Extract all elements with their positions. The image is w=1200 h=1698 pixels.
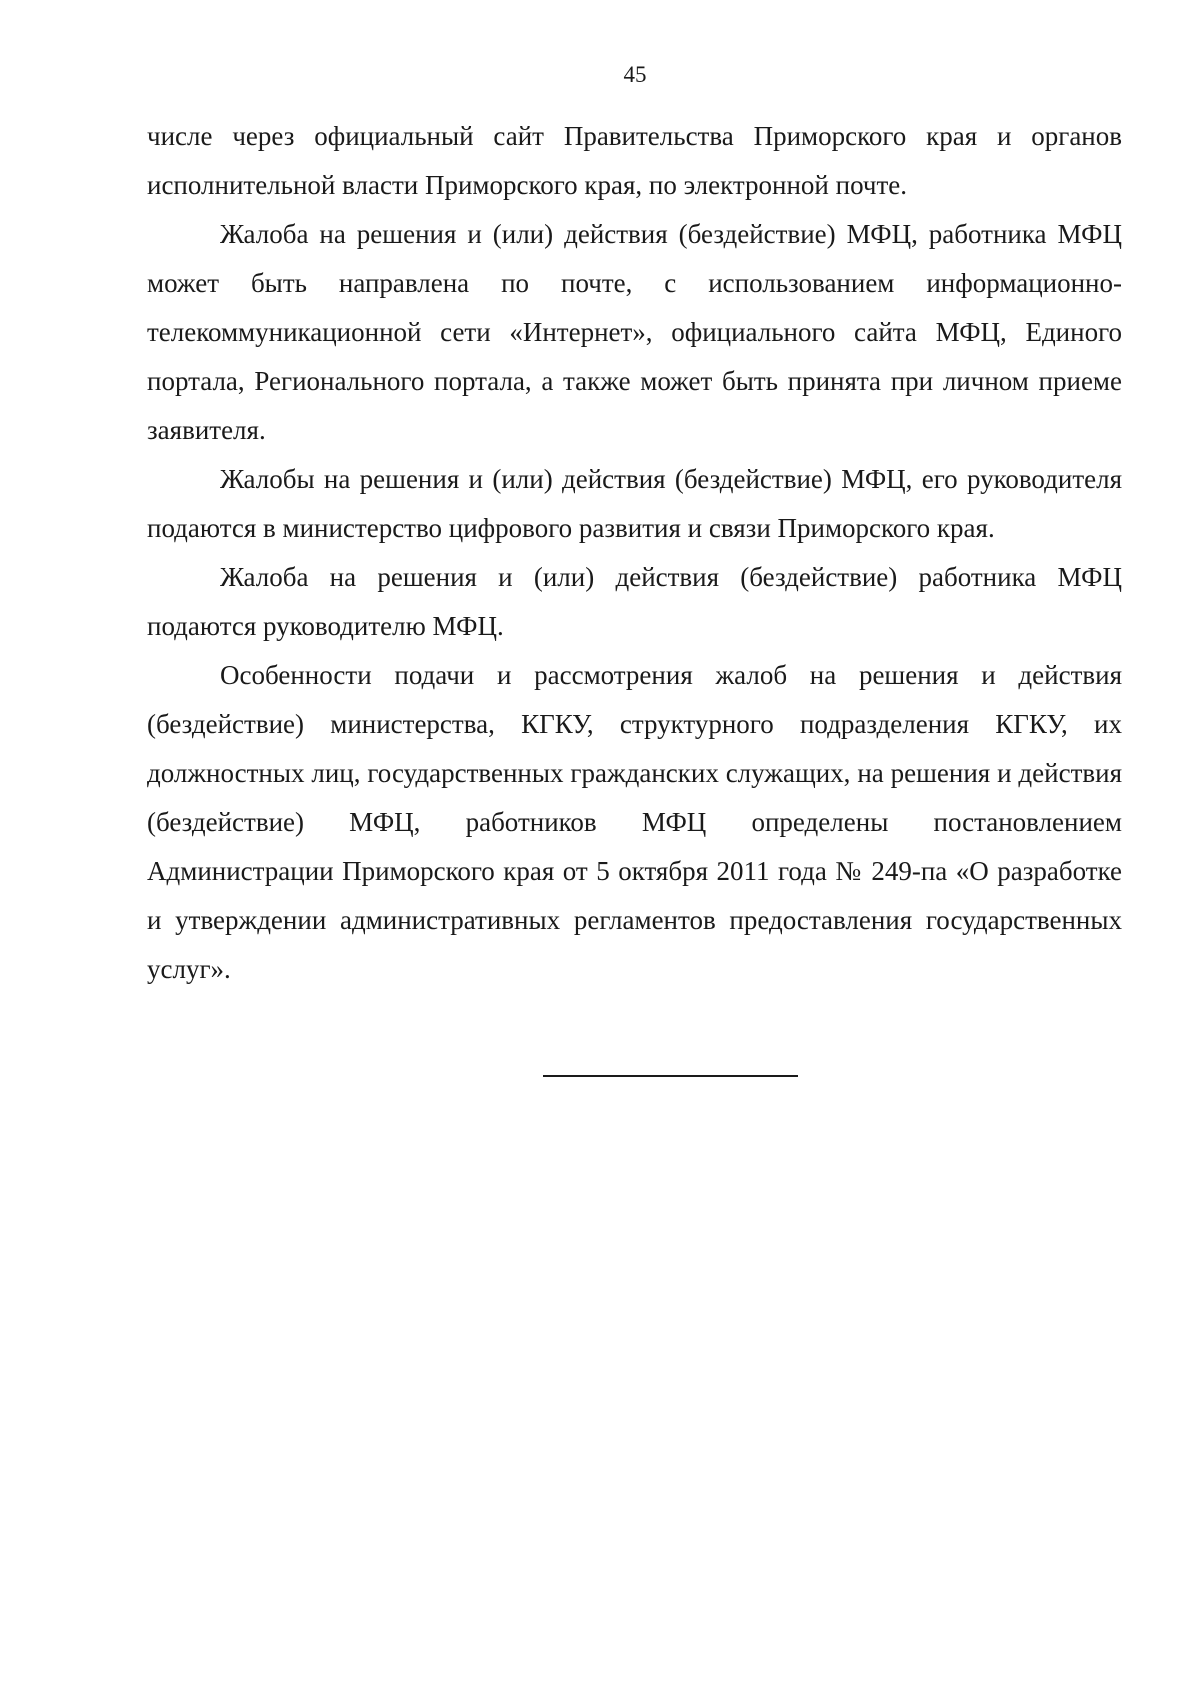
end-of-text-rule — [543, 1075, 798, 1077]
paragraph: Особенности подачи и рассмотрения жалоб на решения и действия (бездействие) министерства, КГКУ, структурного подразделения КГКУ, их должностных лиц, государственных гражданских служащих, на решения и действия (бездействие) МФЦ, работников МФЦ определены постановлением Администрации Приморского края от 5 октября 2011 года № 249-па «О разработке и утверждении административных регламентов предоставления государственных услуг». — [147, 660, 1122, 984]
paragraph: Жалобы на решения и (или) действия (бездействие) МФЦ, его руководителя подаются в министерство цифрового развития и связи Приморского края. — [147, 464, 1122, 543]
paragraph: числе через официальный сайт Правительства Приморского края и органов исполнительной власти Приморского края, по электронной почте. — [147, 121, 1122, 200]
document-body — [147, 112, 1122, 994]
page-number: 45 — [623, 62, 647, 87]
paragraph: Жалоба на решения и (или) действия (бездействие) работника МФЦ подаются руководителю МФЦ. — [147, 562, 1122, 641]
paragraph: Жалоба на решения и (или) действия (бездействие) МФЦ, работника МФЦ может быть направлена по почте, с использованием информационно-телекоммуникационной сети «Интернет», официального сайта МФЦ, Единого портала, Регионального портала, а также может быть принята при личном приеме заявителя. — [147, 219, 1122, 445]
